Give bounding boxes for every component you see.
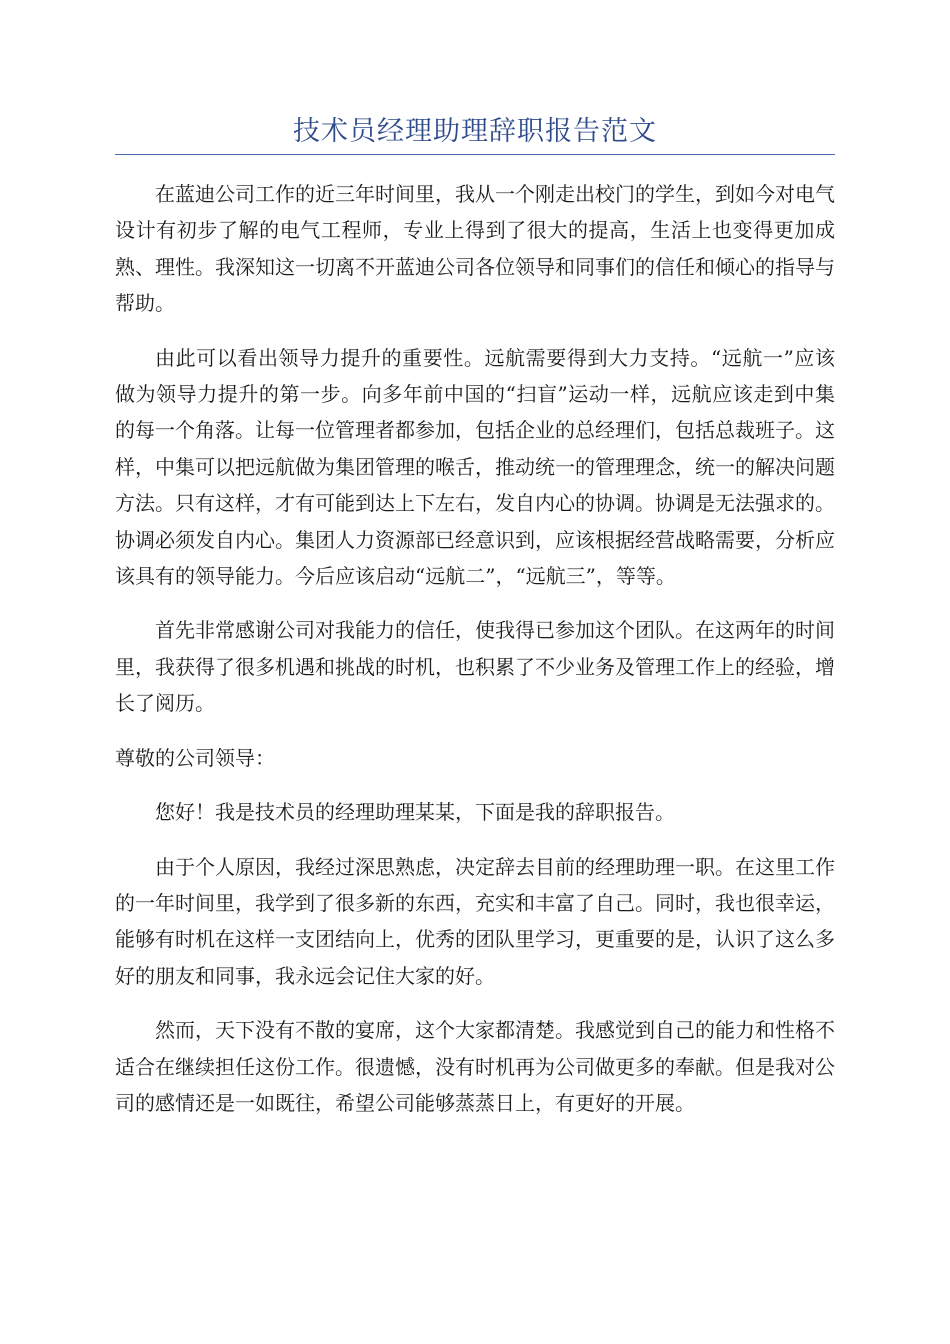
document-title: 技术员经理助理辞职报告范文	[293, 116, 657, 147]
title-underline	[115, 154, 835, 155]
paragraph-6: 然而，天下没有不散的宴席，这个大家都清楚。我感觉到自己的能力和性格不适合在继续担任这份工作。很遗憾，没有时机再为公司做更多的奉献。但是我对公司的感情还是一如既往，希望公司能够蒸蒸日上，有更好的开展。	[115, 1018, 835, 1115]
paragraph-3: 首先非常感谢公司对我能力的信任，使我得已参加这个团队。在这两年的时间里，我获得了很多机遇和挑战的时机，也积累了不少业务及管理工作上的经验，增长了阅历。	[115, 618, 835, 716]
document-body	[115, 176, 835, 1139]
paragraph-5: 由于个人原因，我经过深思熟虑，决定辞去目前的经理助理一职。在这里工作的一年时间里，我学到了很多新的东西，充实和丰富了自己。同时，我也很幸运，能够有时机在这样一支团结向上，优秀的团队里学习，更重要的是，认识了这么多好的朋友和同事，我永远会记住大家的好。	[115, 854, 835, 988]
paragraph-2: 由此可以看出领导力提升的重要性。远航需要得到大力支持。“远航一”应该做为领导力提升的第一步。向多年前中国的“扫盲”运动一样，远航应该走到中集的每一个角落。让每一位管理者都参加，包括企业的总经理们，包括总裁班子。这样，中集可以把远航做为集团管理的喉舌，推动统一的管理理念，统一的解决问题方法。只有这样，才有可能到达上下左右，发自内心的协调。协调是无法强求的。协调必须发自内心。集团人力资源部已经意识到，应该根据经营战略需要，分析应该具有的领导能力。今后应该启动“远航二”，“远航三”，等等。	[115, 345, 835, 589]
paragraph-greeting: 您好！我是技术员的经理助理某某，下面是我的辞职报告。	[155, 800, 675, 825]
paragraph-1: 在蓝迪公司工作的近三年时间里，我从一个刚走出校门的学生，到如今对电气设计有初步了解的电气工程师，专业上得到了很大的提高，生活上也变得更加成熟、理性。我深知这一切离不开蓝迪公司各位领导和同事们的信任和倾心的指导与帮助。	[115, 182, 835, 316]
salutation: 尊敬的公司领导：	[115, 745, 275, 770]
